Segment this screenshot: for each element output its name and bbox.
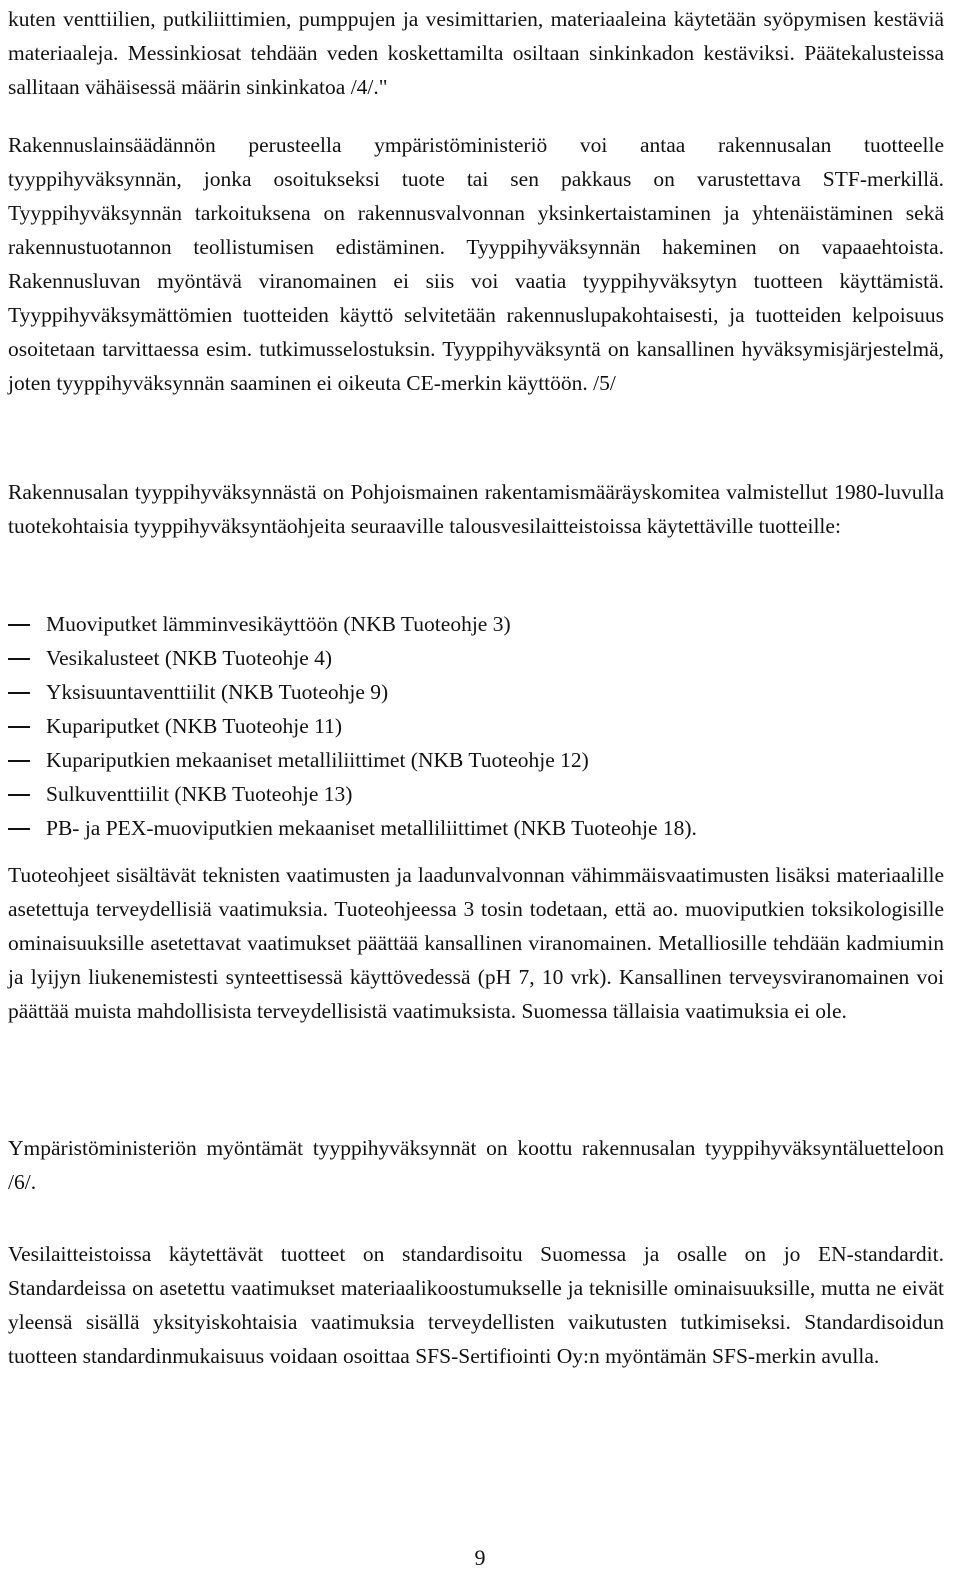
dash-bullet-icon <box>8 828 30 830</box>
list-item <box>8 641 944 675</box>
paragraph-type-approval: Rakennuslainsäädännön perusteella ympäristöministeriö voi antaa rakennusalan tuotteelle tyyppihyväksynnän, jonka osoitukseksi tuote tai sen pakkaus on varustettava STF-merkillä. Tyyppihyväksynnän tarkoituksena on rakennusvalvonnan yksinkertaistaminen ja yhtenäistäminen sekä rakennustuotannon teollistumisen edistäminen. Tyyppihyväksynnän hakeminen on vapaaehtoista. Rakennusluvan myöntävä viranomainen ei siis voi vaatia tyyppihyväksytyn tuotteen käyttämistä. Tyyppihyväksymättömien tuotteiden käyttö selvitetään rakennuslupakohtaisesti, ja tuotteiden kelpoisuus osoitetaan tarvittaessa esim. tutkimusselostuksin. Tyyppihyväksyntä on kansallinen hyväksymisjärjestelmä, joten tyyppihyväksynnän saaminen ei oikeuta CE-merkin käyttöön. /5/ <box>8 133 944 395</box>
list-item <box>8 777 944 811</box>
list-item <box>8 811 944 845</box>
list-item-label: Vesikalusteet (NKB Tuoteohje 4) <box>46 646 333 670</box>
dash-bullet-icon <box>8 760 30 762</box>
list-item <box>8 709 944 743</box>
list-item <box>8 675 944 709</box>
paragraph-requirements: Tuoteohjeet sisältävät teknisten vaatimusten ja laadunvalvonnan vähimmäisvaatimusten lisäksi materiaalille asetettuja terveydellisiä vaatimuksia. Tuoteohjeessa 3 tosin todetaan, että ao. muoviputkien toksikologisille ominaisuuksille asetettavat vaatimukset päättää kansallinen viranomainen. Metalliosille tehdään kadmiumin ja lyijyn liukenemistesti synteettisessä käyttövedessä (pH 7, 10 vrk). Kansallinen terveysviranomainen voi päättää muista mahdollisista terveydellisistä vaatimuksista. Suomessa tällaisia vaatimuksia ei ole. <box>8 863 944 1023</box>
dash-bullet-icon <box>8 794 30 796</box>
dash-bullet-icon <box>8 726 30 728</box>
product-guideline-list <box>8 607 944 845</box>
list-item-label: Yksisuuntaventtiilit (NKB Tuoteohje 9) <box>46 680 389 704</box>
dash-bullet-icon <box>8 624 30 626</box>
page-number: 9 <box>474 1545 486 1570</box>
dash-bullet-icon <box>8 658 30 660</box>
paragraph-standards: Vesilaitteistoissa käytettävät tuotteet on standardisoitu Suomessa ja osalle on jo EN-standardit. Standardeissa on asetettu vaatimukset materiaalikoostumukselle ja teknisille ominaisuuksille, mutta ne eivät yleensä sisällä yksityiskohtaisia vaatimuksia terveydellisten vaikutusten tutkimiseksi. Standardisoidun tuotteen standardinmukaisuus voidaan osoittaa SFS-Sertifiointi Oy:n myöntämän SFS-merkin avulla. <box>8 1242 944 1368</box>
list-item-label: PB- ja PEX-muoviputkien mekaaniset metalliliittimet (NKB Tuoteohje 18). <box>46 816 697 840</box>
dash-bullet-icon <box>8 692 30 694</box>
list-item <box>8 607 944 641</box>
list-item-label: Kupariputket (NKB Tuoteohje 11) <box>46 714 343 738</box>
list-item-label: Kupariputkien mekaaniset metalliliittimet (NKB Tuoteohje 12) <box>46 748 589 772</box>
list-item-label: Muoviputket lämminvesikäyttöön (NKB Tuoteohje 3) <box>46 612 511 636</box>
paragraph-continuation: kuten venttiilien, putkiliittimien, pumppujen ja vesimittarien, materiaaleina käytetään syöpymisen kestäviä materiaaleja. Messinkiosat tehdään veden koskettamilta osiltaan sinkinkadon kestäviksi. Päätekalusteissa sallitaan vähäisessä määrin sinkinkatoa /4/." <box>8 7 944 99</box>
list-item <box>8 743 944 777</box>
list-item-label: Sulkuventtiilit (NKB Tuoteohje 13) <box>46 782 353 806</box>
paragraph-approval-list: Ympäristöministeriön myöntämät tyyppihyväksynnät on koottu rakennusalan tyyppihyväksyntäluetteloon /6/. <box>8 1136 944 1194</box>
paragraph-nkb-intro: Rakennusalan tyyppihyväksynnästä on Pohjoismainen rakentamismääräyskomitea valmistellut 1980-luvulla tuotekohtaisia tyyppihyväksyntäohjeita seuraaville talousvesilaitteistoissa käytettäville tuotteille: <box>8 480 944 538</box>
